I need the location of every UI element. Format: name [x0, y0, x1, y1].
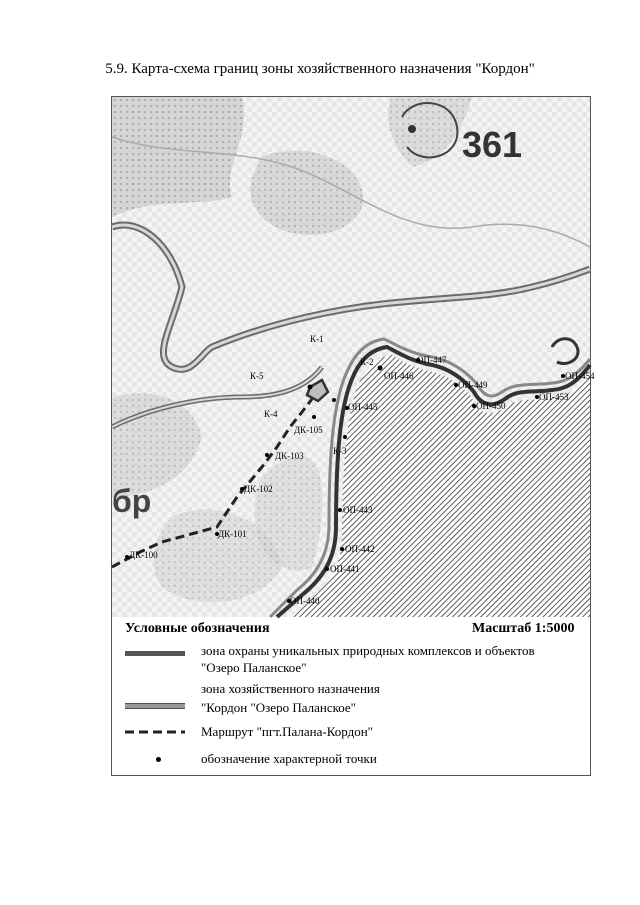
point-label-dk103: ДК-103 [275, 451, 304, 461]
map-side-label: бр [112, 483, 152, 519]
point-label-k4: К-4 [264, 409, 278, 419]
point-label-op443: ОП-443 [343, 505, 373, 515]
legend-text-economic-zone-line2: "Кордон "Озеро Паланское" [201, 700, 356, 715]
point-label-k5: К-5 [250, 371, 264, 381]
contour-height-label: 361 [462, 124, 523, 165]
legend-swatch-economic-zone [125, 703, 185, 709]
map-scheme [112, 97, 595, 617]
point-label-k3: К-3 [333, 446, 347, 456]
point-label-dk100: ДК-100 [129, 550, 158, 560]
point-label-dk101: ДК-101 [218, 529, 247, 539]
legend-swatch-route [125, 728, 185, 736]
point-label-op446: ОП-446 [384, 371, 414, 381]
point-label-op449: ОП-449 [458, 380, 488, 390]
point-label-op450: ОП-450 [476, 401, 506, 411]
point-label-op447: ОП-447 [417, 355, 447, 365]
point-label-op454: ОП-454 [565, 371, 595, 381]
point-label-dk102: ДК-102 [244, 484, 273, 494]
legend-text-protection-zone-line1: зона охраны уникальных природных комплексов и объектов [201, 643, 535, 658]
legend-text-protection-zone-line2: "Озеро Паланское" [201, 660, 307, 675]
scale-label: Масштаб 1:5000 [472, 621, 575, 636]
vegetation-area [112, 97, 244, 217]
point-label-op441: ОП-441 [330, 564, 360, 574]
legend-text-point: обозначение характерной точки [201, 751, 377, 766]
point-label-op453: ОП-453 [539, 392, 569, 402]
point-label-dk105: ДК-105 [294, 425, 323, 435]
legend-swatch-protection-zone [125, 651, 185, 656]
point-label-op445: ОП-445 [348, 402, 378, 412]
page-title: 5.9. Карта-схема границ зоны хозяйственного назначения "Кордон" [105, 61, 535, 77]
point-label-k2: К-2 [360, 357, 374, 367]
point-label-op440: ОП-440 [290, 596, 320, 606]
legend-swatch-point [156, 757, 161, 762]
legend-heading: Условные обозначения [125, 621, 270, 636]
point-label-k1: К-1 [310, 334, 324, 344]
point-label-op442: ОП-442 [345, 544, 375, 554]
legend-text-economic-zone-line1: зона хозяйственного назначения [201, 681, 380, 696]
legend-text-route: Маршрут "пгт.Палана-Кордон" [201, 724, 373, 739]
